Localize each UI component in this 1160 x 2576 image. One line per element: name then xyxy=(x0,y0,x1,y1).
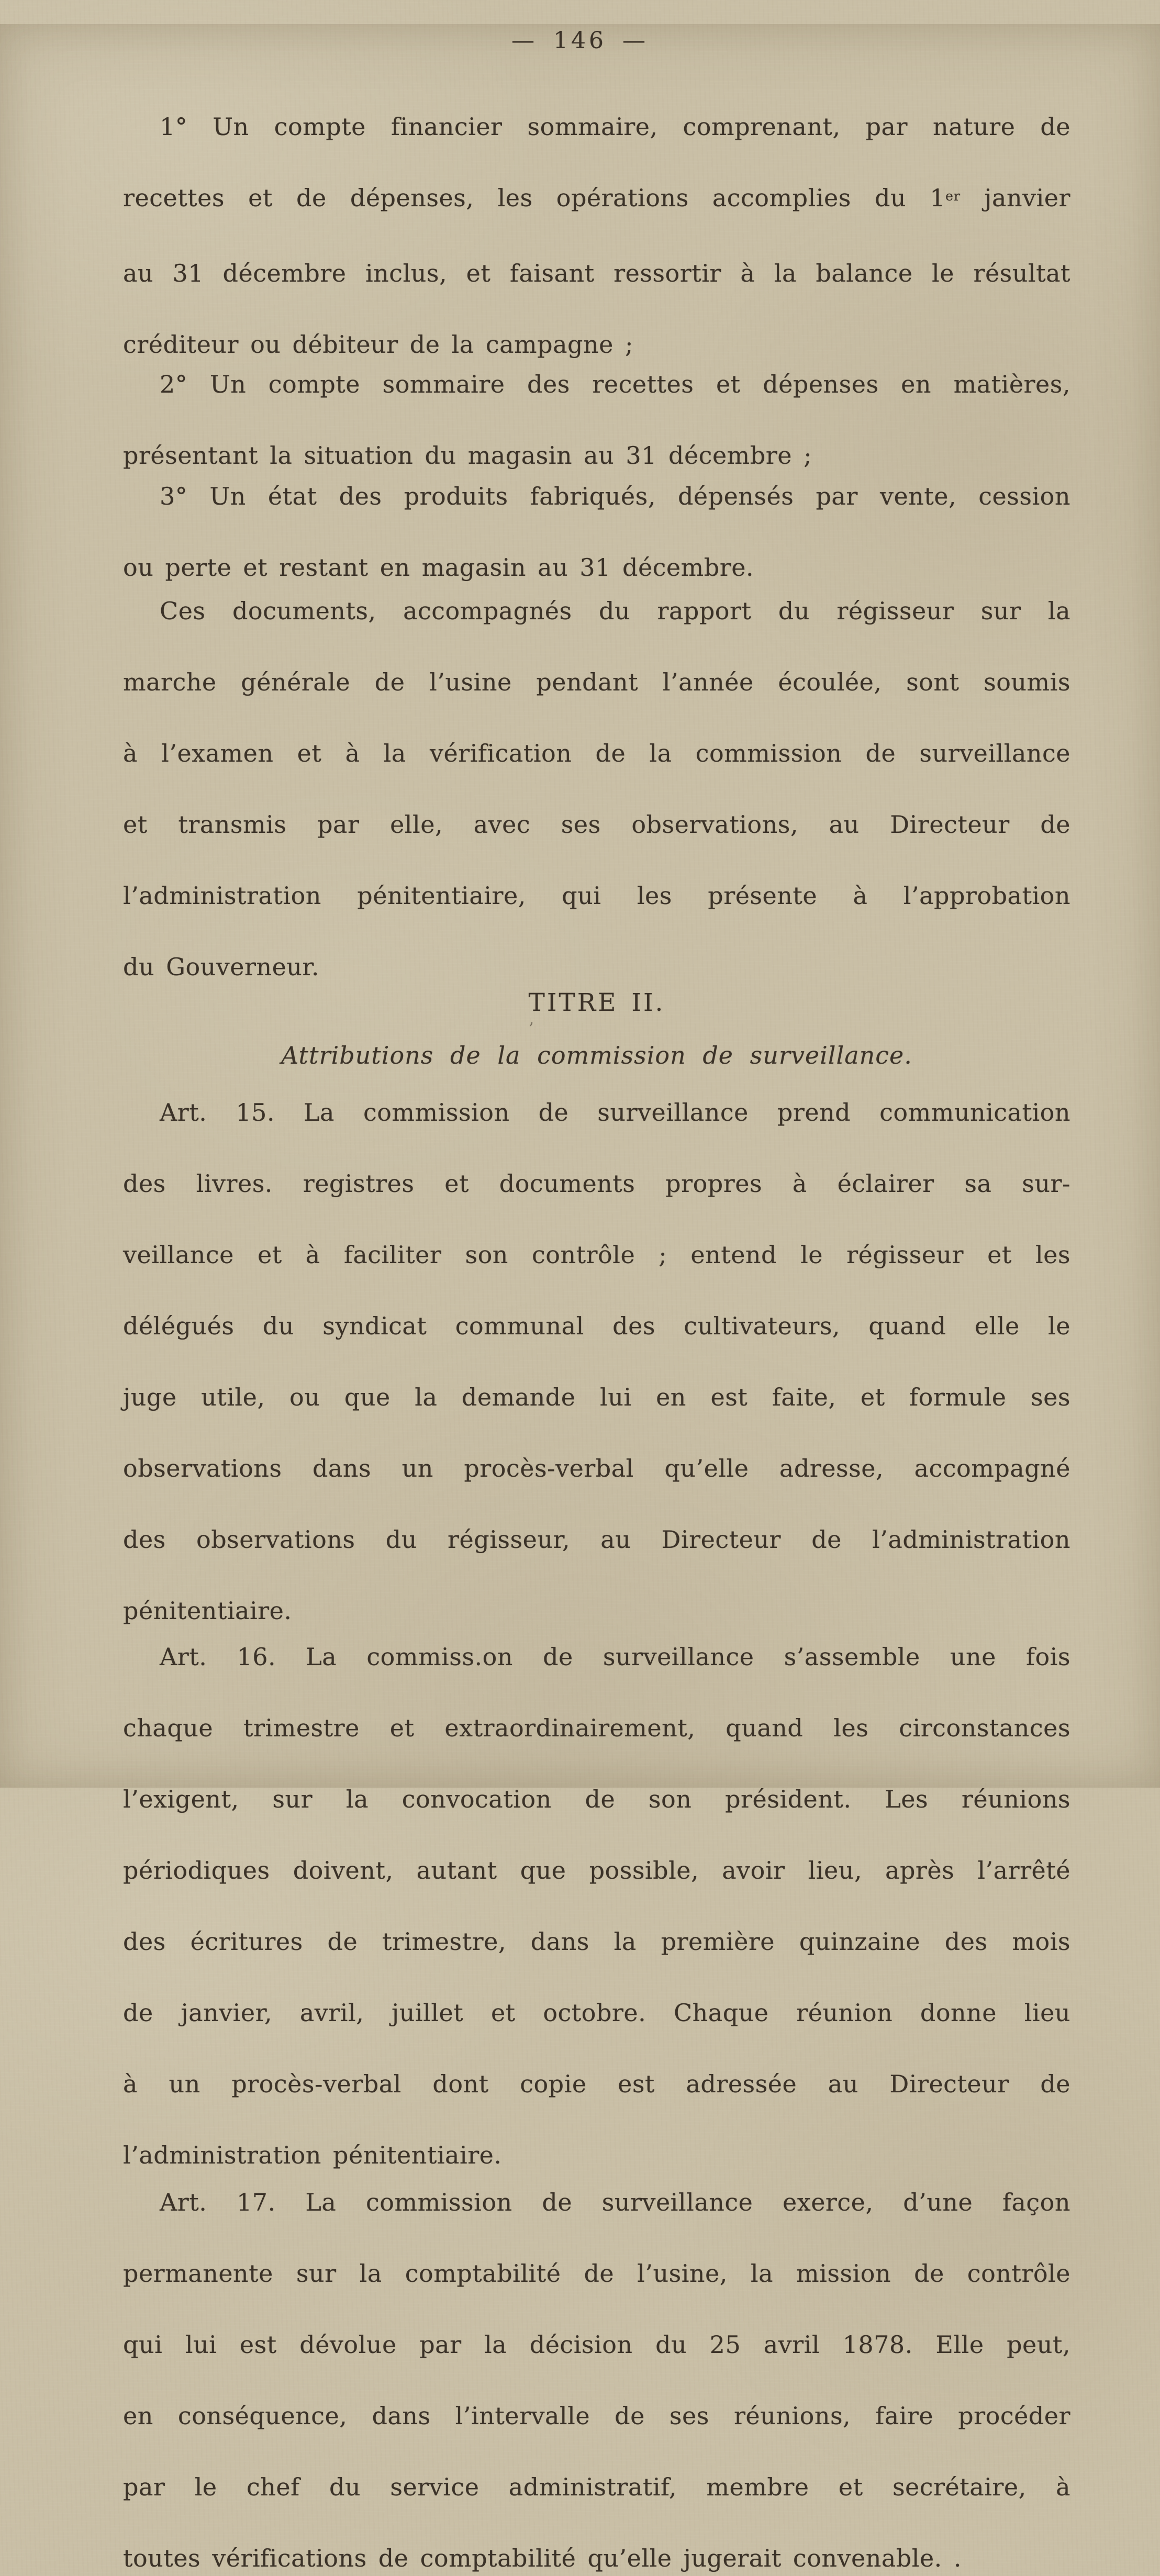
text-line: en conséquence, dans l’intervalle de ses réunions, faire procéder xyxy=(123,2402,1070,2430)
section-title: TITRE II. xyxy=(528,988,665,1017)
text-line: Art. 15. La commission de surveillance prend communication xyxy=(160,1098,1070,1127)
paragraph-2o xyxy=(123,366,1070,473)
text-line: au 31 décembre inclus, et faisant ressortir à la balance le résultat xyxy=(123,259,1070,287)
text-column xyxy=(123,109,1070,2576)
text-line: du Gouverneur. xyxy=(123,953,319,981)
text-segment: recettes et de dépenses, les opérations accomplies du 1 xyxy=(123,184,946,212)
article-16 xyxy=(123,1639,1070,2173)
text-line: par le chef du service administratif, membre et secrétaire, à xyxy=(123,2473,1070,2501)
text-line: à l’examen et à la vérification de la commission de surveillance xyxy=(123,739,1070,767)
paragraph-3o xyxy=(123,478,1070,585)
text-segment: janvier xyxy=(961,184,1070,212)
text-line: de janvier, avril, juillet et octobre. Chaque réunion donne lieu xyxy=(123,1999,1070,2027)
document-page xyxy=(0,24,1160,2576)
text-line: 3° Un état des produits fabriqués, dépensés par vente, cession xyxy=(160,482,1070,510)
text-line: veillance et à faciliter son contrôle ; entend le régisseur et les xyxy=(123,1241,1070,1269)
text-line: juge utile, ou que la demande lui en est faite, et formule ses xyxy=(123,1383,1070,1411)
text-line: des observations du régisseur, au Directeur de l’administration xyxy=(123,1525,1070,1554)
text-line: périodiques doivent, autant que possible, avoir lieu, après l’arrêté xyxy=(123,1856,1070,1884)
text-line: qui lui est dévolue par la décision du 25 avril 1878. Elle peut, xyxy=(123,2330,1070,2359)
text-line: l’exigent, sur la convocation de son président. Les réunions xyxy=(123,1785,1070,1813)
text-line xyxy=(123,180,1070,255)
text-line: des écritures de trimestre, dans la première quinzaine des mois xyxy=(123,1927,1070,1956)
section-subheading: Attributions de la commission de surveillance. xyxy=(281,1041,912,1069)
text-line: toutes vérifications de comptabilité qu’elle jugerait convenable. . xyxy=(123,2544,962,2572)
text-line: à un procès-verbal dont copie est adressée au Directeur de xyxy=(123,2070,1070,2098)
article-15 xyxy=(123,1095,1070,1629)
ink-speck-mark: ’ xyxy=(528,1020,534,1038)
scan-page xyxy=(0,24,1160,2572)
paragraph-1o xyxy=(123,109,1070,362)
paragraph-ces-documents xyxy=(123,593,1070,985)
text-line: des livres. registres et documents propres à éclairer sa sur- xyxy=(123,1169,1070,1198)
text-line: 1° Un compte financier sommaire, comprenant, par nature de xyxy=(160,113,1070,141)
text-line: Art. 17. La commission de surveillance exerce, d’une façon xyxy=(160,2188,1070,2216)
text-line: permanente sur la comptabilité de l’usine, la mission de contrôle xyxy=(123,2259,1070,2288)
text-line: créditeur ou débiteur de la campagne ; xyxy=(123,330,633,359)
text-line: l’administration pénitentiaire, qui les présente à l’approbation xyxy=(123,882,1070,910)
text-line: 2° Un compte sommaire des recettes et dépenses en matières, xyxy=(160,370,1070,398)
text-line: et transmis par elle, avec ses observations, au Directeur de xyxy=(123,810,1070,839)
superscript-ordinal: er xyxy=(945,188,961,204)
article-17 xyxy=(123,2184,1070,2576)
text-line: Ces documents, accompagnés du rapport du régisseur sur la xyxy=(160,597,1070,625)
text-line: pénitentiaire. xyxy=(123,1597,292,1625)
page-number: — 146 — xyxy=(511,27,649,54)
text-line: présentant la situation du magasin au 31 décembre ; xyxy=(123,441,812,470)
text-line: l’administration pénitentiaire. xyxy=(123,2141,502,2169)
text-line: délégués du syndicat communal des cultivateurs, quand elle le xyxy=(123,1312,1070,1340)
text-line: Art. 16. La commiss.on de surveillance s’assemble une fois xyxy=(160,1643,1070,1671)
text-line: ou perte et restant en magasin au 31 décembre. xyxy=(123,553,754,582)
text-line: marche générale de l’usine pendant l’année écoulée, sont soumis xyxy=(123,668,1070,696)
text-line: observations dans un procès-verbal qu’elle adresse, accompagné xyxy=(123,1454,1070,1482)
text-line: chaque trimestre et extraordinairement, quand les circonstances xyxy=(123,1714,1070,1742)
